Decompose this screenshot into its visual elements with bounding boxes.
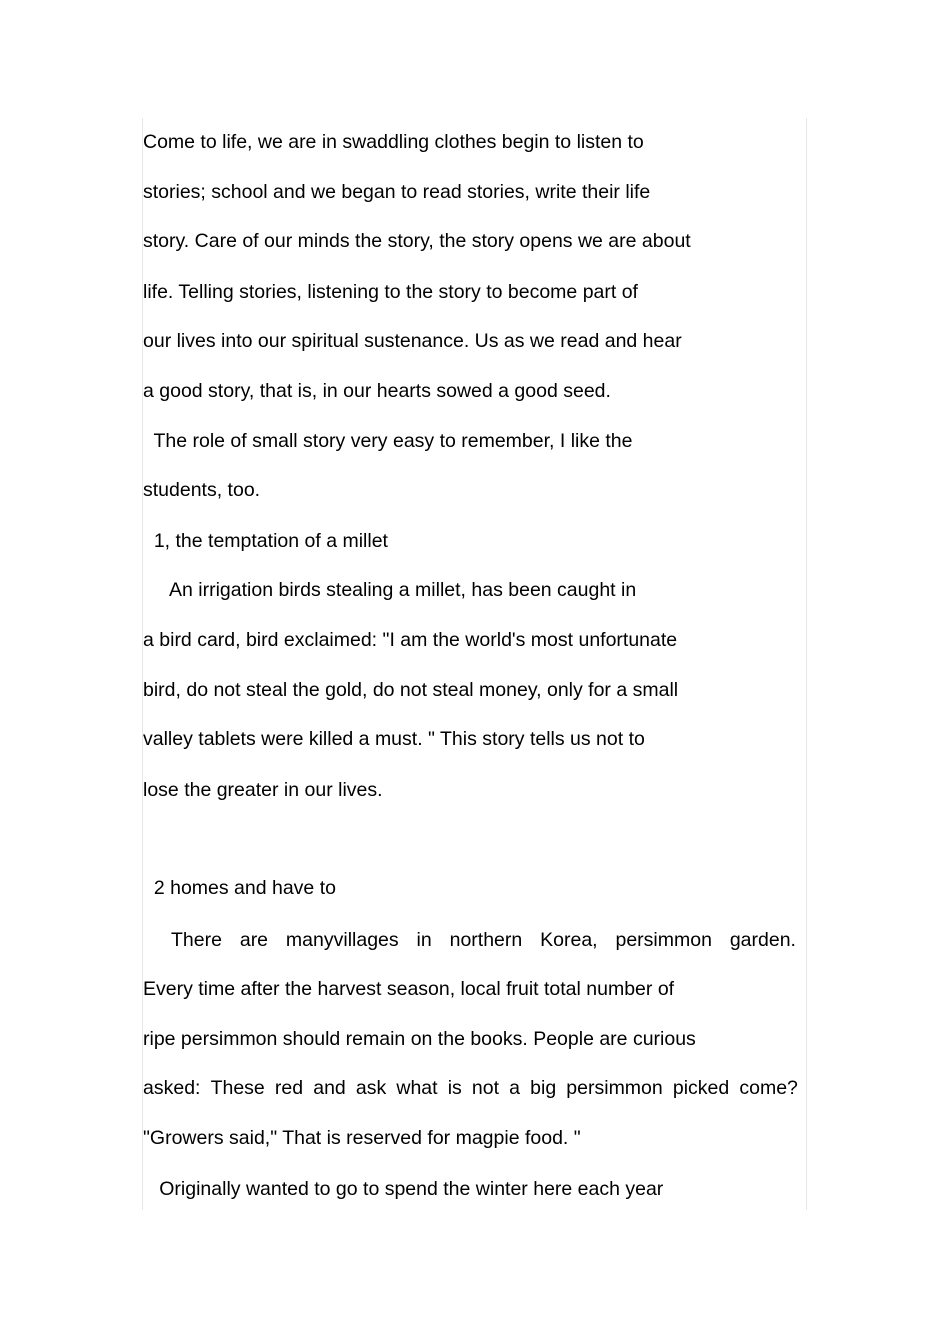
section-heading: 2 homes and have to — [143, 877, 336, 899]
justified-word: is — [447, 1077, 462, 1099]
text-line: Every time after the harvest season, local fruit total number of — [143, 978, 675, 1000]
justified-word: are — [239, 929, 269, 951]
justified-word: picked — [672, 1077, 730, 1099]
justified-word: Korea, — [540, 929, 598, 951]
section-heading: 1, the temptation of a millet — [143, 530, 388, 552]
justified-word: and — [313, 1077, 346, 1099]
text-line: An irrigation birds stealing a millet, has been caught in — [143, 579, 637, 601]
justified-word: in — [416, 929, 432, 951]
text-line: a good story, that is, in our hearts sowed a good seed. — [143, 380, 611, 402]
justified-word: come? — [739, 1077, 798, 1099]
text-line: story. Care of our minds the story, the story opens we are about — [143, 230, 691, 252]
text-line: lose the greater in our lives. — [143, 779, 383, 801]
justified-word: red — [274, 1077, 304, 1099]
justified-word: not — [471, 1077, 500, 1099]
justified-word: These — [210, 1077, 265, 1099]
justified-word: garden. — [729, 929, 796, 951]
justified-word: ask — [355, 1077, 387, 1099]
text-line: Originally wanted to go to spend the winter here each year — [143, 1178, 664, 1200]
justified-word: what — [396, 1077, 438, 1099]
justified-word: northern — [449, 929, 523, 951]
justified-word: big — [530, 1077, 557, 1099]
text-line: life. Telling stories, listening to the story to become part of — [143, 281, 638, 303]
text-line: bird, do not steal the gold, do not steal money, only for a small — [143, 679, 679, 701]
text-line: valley tablets were killed a must. " This story tells us not to — [143, 728, 645, 750]
right-margin-line — [806, 118, 807, 1210]
text-line: a bird card, bird exclaimed: "I am the world's most unfortunate — [143, 629, 678, 651]
justified-word: asked: — [143, 1077, 201, 1099]
justified-text-line — [143, 1076, 798, 1100]
text-line: our lives into our spiritual sustenance. Us as we read and hear — [143, 330, 682, 352]
text-line: Come to life, we are in swaddling clothes begin to listen to — [143, 131, 644, 153]
justified-text-line — [171, 928, 796, 952]
justified-word: a — [509, 1077, 521, 1099]
text-line: students, too. — [143, 479, 261, 501]
justified-word: manyvillages — [285, 929, 399, 951]
text-line: stories; school and we began to read stories, write their life — [143, 181, 651, 203]
text-line: The role of small story very easy to remember, I like the — [143, 430, 633, 452]
justified-word: persimmon — [615, 929, 712, 951]
text-line: "Growers said," That is reserved for magpie food. " — [143, 1127, 581, 1149]
justified-word: There — [171, 929, 222, 951]
text-line: ripe persimmon should remain on the books. People are curious — [143, 1028, 696, 1050]
justified-word: persimmon — [566, 1077, 663, 1099]
